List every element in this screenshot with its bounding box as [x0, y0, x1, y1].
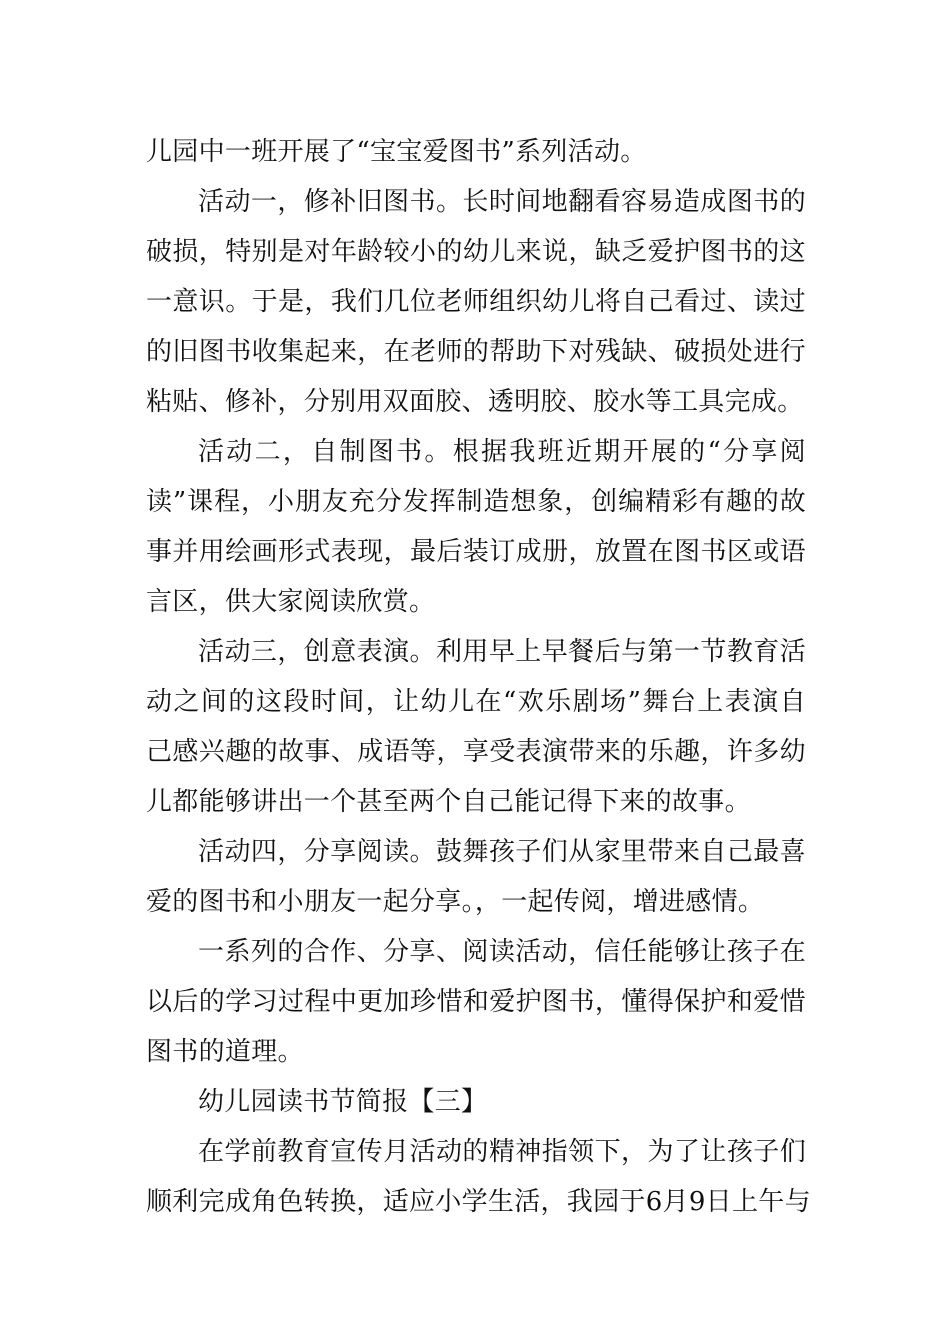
text-line: 动之间的这段时间，让幼儿在“欢乐剧场”舞台上表演自 [146, 687, 806, 717]
paragraph-first-line: 在学前教育宣传月活动的精神指领下，为了让孩子们 [198, 1137, 806, 1167]
text-line: 儿都能够讲出一个甚至两个自己能记得下来的故事。 [146, 787, 751, 817]
text-line: 顺利完成角色转换，适应小学生活，我园于6月9日上午与 [146, 1187, 811, 1217]
document-body [146, 127, 811, 1227]
text-line: 读”课程，小朋友充分发挥制造想象，创编精彩有趣的故 [146, 487, 806, 517]
text-line: 言区，供大家阅读欣赏。 [146, 587, 436, 617]
paragraph-first-line: 活动一，修补旧图书。长时间地翻看容易造成图书的 [198, 187, 806, 217]
paragraph-first-line: 活动二，自制图书。根据我班近期开展的“分享阅 [198, 437, 806, 467]
text-line: 的旧图书收集起来，在老师的帮助下对残缺、破损处进行 [146, 337, 806, 367]
paragraph-first-line: 活动三，创意表演。利用早上早餐后与第一节教育活 [198, 637, 806, 667]
text-line: 一意识。于是，我们几位老师组织幼儿将自己看过、读过 [146, 287, 806, 317]
text-line: 图书的道理。 [146, 1037, 304, 1067]
text-line: 破损，特别是对年龄较小的幼儿来说，缺乏爱护图书的这 [146, 237, 806, 267]
paragraph-first-line: 活动四，分享阅读。鼓舞孩子们从家里带来自己最喜 [198, 837, 806, 867]
text-line: 以后的学习过程中更加珍惜和爱护图书，懂得保护和爱惜 [146, 987, 806, 1017]
text-line: 爱的图书和小朋友一起分享。，一起传阅，增进感情。 [146, 887, 765, 917]
text-line: 儿园中一班开展了“宝宝爱图书”系列活动。 [146, 137, 647, 167]
section-heading: 幼儿园读书节简报【三】 [198, 1087, 488, 1117]
text-line: 事并用绘画形式表现，最后装订成册，放置在图书区或语 [146, 537, 806, 567]
text-line: 粘贴、修补，分别用双面胶、透明胶、胶水等工具完成。 [146, 387, 804, 417]
paragraph-first-line: 一系列的合作、分享、阅读活动，信任能够让孩子在 [198, 937, 806, 967]
text-line: 己感兴趣的故事、成语等，享受表演带来的乐趣，许多幼 [146, 737, 806, 767]
